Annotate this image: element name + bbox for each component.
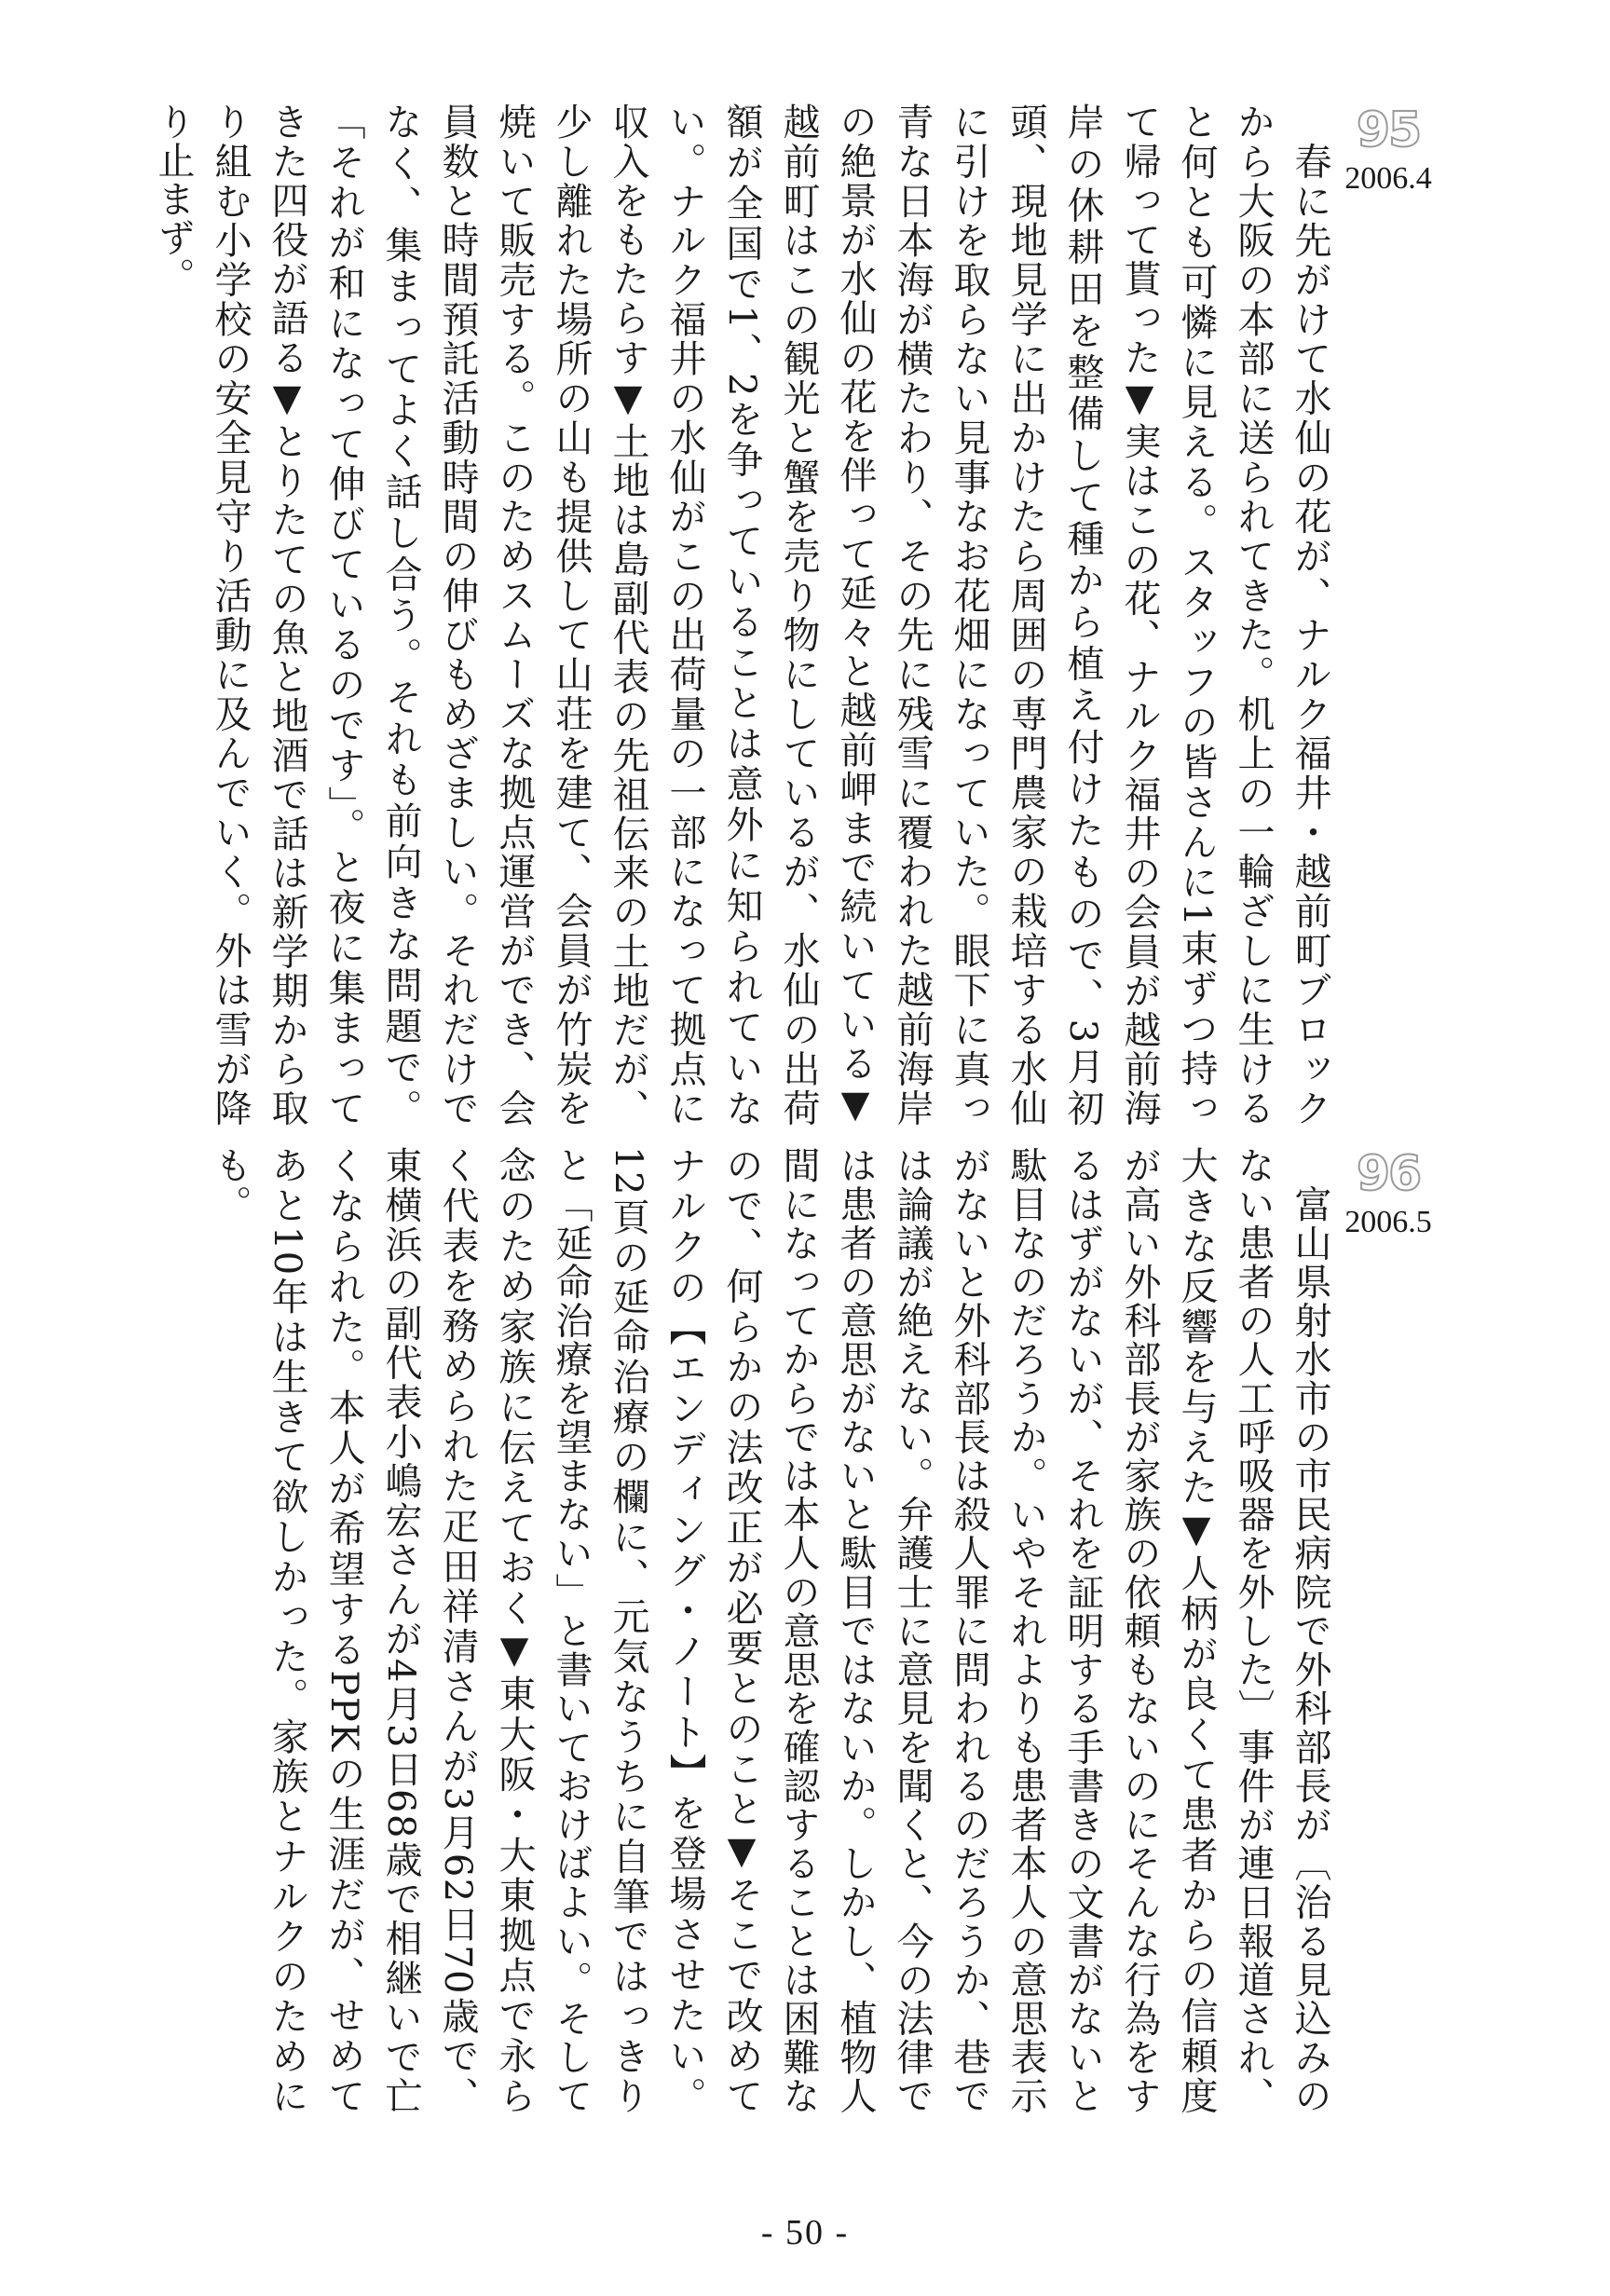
issue-number: 95 (1356, 102, 1421, 158)
article-text: 春に先がけて水仙の花が、ナルク福井・越前町ブロックから大阪の本部に送られてきた。机上の一輪ざしに生けると何とも可憐に見える。スタッフの皆さんに1束ずつ持って帰って貰った▼実はこの花、ナルク福井の会員が越前海岸の休耕田を整備して種から植え付けたもので、3月初頭、現地見学に出かけたら周囲の専門農家の栽培する水仙に引けを取らない見事なお花畑になっていた。眼下に真っ青な日本海が横たわり、その先に残雪に覆われた越前海岸の絶景が水仙の花を伴って延々と越前岬まで続いている▼越前町はこの観光と蟹を売り物にしているが、水仙の出荷額が全国で1、2を争っていることは意外に知られていない。ナルク福井の水仙がこの出荷量の一部になって拠点に収入をもたらす▼土地は島副代表の先祖伝来の土地だが、少し離れた場所の山も提供して山荘を建て、会員が竹炭を焼いて販売する。このためスムーズな拠点運営ができ、会員数と時間預託活動時間の伸びもめざましい。それだけでなく、集まってよく話し合う。それも前向きな問題で。「それが和になって伸びているのです」。と夜に集まってきた四役が語る▼とりたての魚と地酒で話は新学期から取り組む小学校の安全見守り活動に及んでいく。外は雪が降り止まず。 (152, 102, 1331, 1128)
issue-number: 96 (1356, 1146, 1421, 1202)
article-body (209, 1146, 1338, 2115)
article-header (1342, 1146, 1435, 1241)
article-96 (209, 1146, 1435, 2115)
article-95 (130, 102, 1435, 1128)
article-body (130, 102, 1338, 1128)
article-header (1342, 102, 1435, 198)
article-text: 富山県射水市の市民病院で外科部長が〔治る見込みのない患者の人工呼吸器を外した〕事件が連日報道され、大きな反響を与えた▼人柄が良くて患者からの信頼度が高い外科部長が家族の依頼もないのにそんな行為をするはずがないが、それを証明する手書きの文書がないと駄目なのだろうか。いやそれよりも患者本人の意思表示がないと外科部長は殺人罪に問われるのだろうか、巷では論議が絶えない。弁護士に意見を聞くと、今の法律では患者の意思がないと駄目ではないか。しかし、植物人間になってからでは本人の意思を確認することは困難なので、何らかの法改正が必要とのこと▼そこで改めてナルクの【エンディング・ノート】を登場させたい。12頁の延命治療の欄に、元気なうちに自筆ではっきりと「延命治療を望まない」と書いておけばよい。そして念のため家族に伝えておく▼東大阪・大東拠点で永らく代表を務められた疋田祥清さんが3月62日70歳で、東横浜の副代表小嶋宏さんが4月3日68歳で相継いで亡くなられた。本人が希望するPPKの生涯だが、せめてあと10年は生きて欲しかった。家族とナルクのためにも。 (209, 1146, 1331, 2115)
page-number: - 50 - (760, 2213, 850, 2252)
issue-date: 2006.4 (1344, 161, 1432, 196)
issue-date: 2006.5 (1344, 1205, 1432, 1239)
